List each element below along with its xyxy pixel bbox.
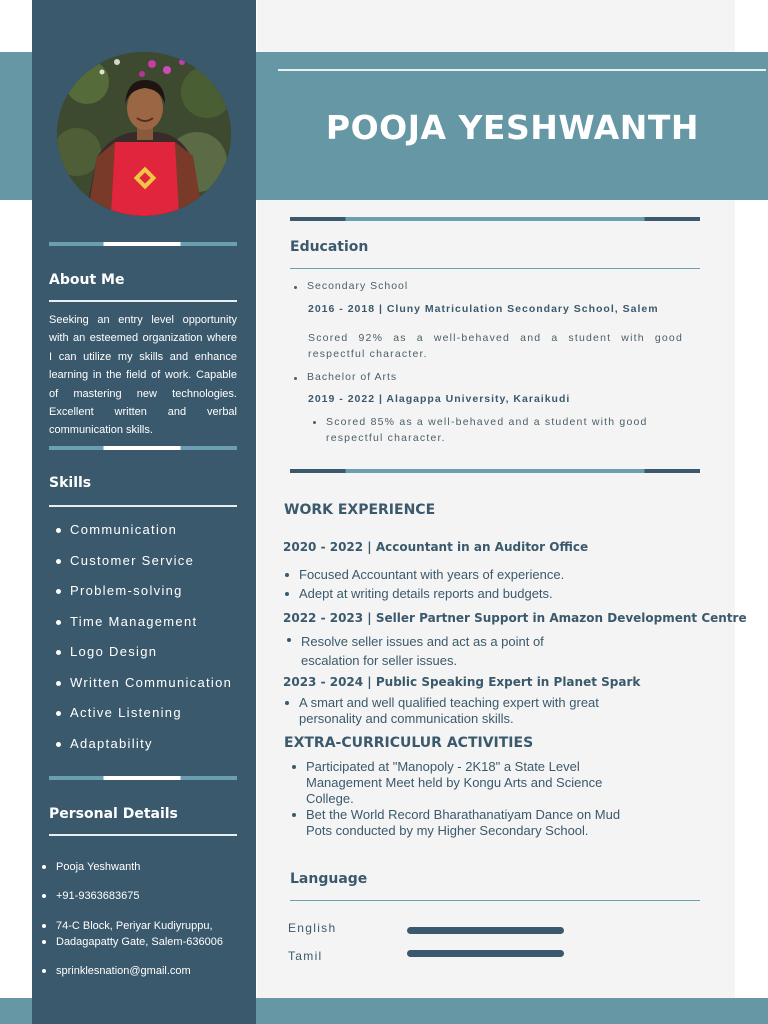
language-level-fill <box>407 950 564 957</box>
banner-rule <box>278 69 766 71</box>
section-bar <box>290 217 700 221</box>
skills-list <box>54 522 232 766</box>
education-heading: Education <box>290 239 369 255</box>
section-divider <box>49 776 237 780</box>
skills-heading: Skills <box>49 475 92 491</box>
about-heading: About Me <box>49 272 125 288</box>
list-item: Focused Accountant with years of experience. <box>283 567 613 583</box>
personal-address: 74-C Block, Periyar Kudiyruppu, Dadagapatty Gate, Salem-636006 <box>40 918 223 950</box>
list-item: Adept at writing details reports and budgets. <box>283 586 613 602</box>
list-item: Participated at "Manopoly - 2K18" a State Level Management Meet held by Kongu Arts and Science College. <box>290 759 630 807</box>
extra-list <box>290 759 630 839</box>
skill-item: Customer Service <box>54 553 232 584</box>
list-item: A smart and well qualified teaching expert with great personality and communication skills. <box>283 695 613 727</box>
portrait-illustration <box>57 52 231 216</box>
education-detail: 2016 - 2018 | Cluny Matriculation Secondary School, Salem <box>308 303 659 315</box>
job-title: 2020 - 2022 | Accountant in an Auditor Office <box>283 540 589 554</box>
section-bar <box>290 469 700 473</box>
language-name: Tamil <box>288 949 323 963</box>
job-title: 2022 - 2023 | Seller Partner Support in Amazon Development Centre <box>283 611 747 625</box>
heading-underline <box>49 834 237 836</box>
heading-underline <box>49 505 237 507</box>
personal-heading: Personal Details <box>49 806 178 822</box>
heading-rule <box>290 900 700 901</box>
job-title: 2023 - 2024 | Public Speaking Expert in Planet Spark <box>283 675 641 689</box>
personal-phone: +91-9363683675 <box>40 888 140 904</box>
heading-rule <box>290 268 700 269</box>
section-divider <box>49 446 237 450</box>
education-level: Secondary School <box>294 280 408 292</box>
work-heading: WORK EXPERIENCE <box>284 502 436 518</box>
job-bullets <box>285 632 585 670</box>
skill-item: Logo Design <box>54 644 232 675</box>
skill-item: Active Listening <box>54 705 232 736</box>
education-note: Scored 85% as a well-behaved and a student with good respectful character. <box>313 415 685 446</box>
education-detail: 2019 - 2022 | Alagappa University, Karaikudi <box>308 393 571 405</box>
language-level-bar <box>407 950 564 957</box>
job-bullets <box>283 695 613 727</box>
job-bullets <box>283 567 613 602</box>
extra-heading: EXTRA-CURRICULUR ACTIVITIES <box>284 735 534 751</box>
list-item: Bet the World Record Bharathanatiyam Dance on Mud Pots conducted by my Higher Secondary School. <box>290 807 630 839</box>
about-text: Seeking an entry level opportunity with an esteemed organization where I can utilize my skills and enhance learning in the field of work. Capable of mastering new technologies. Excellent written and verbal communication skills. <box>49 314 237 437</box>
education-note: Scored 92% as a well-behaved and a student with good respectful character. <box>308 332 683 360</box>
personal-name: Pooja Yeshwanth <box>40 859 140 875</box>
list-item: Resolve seller issues and act as a point of escalation for seller issues. <box>285 632 585 670</box>
skill-item: Time Management <box>54 614 232 645</box>
sidebar <box>32 0 256 1024</box>
section-divider <box>49 242 237 246</box>
skill-item: Adaptability <box>54 736 232 767</box>
education-level: Bachelor of Arts <box>294 371 397 383</box>
heading-underline <box>49 300 237 302</box>
resume-name: POOJA YESHWANTH <box>325 108 700 147</box>
language-level-bar <box>407 927 564 934</box>
skill-item: Written Communication <box>54 675 232 706</box>
skill-item: Problem-solving <box>54 583 232 614</box>
profile-photo <box>57 52 231 216</box>
personal-email: sprinklesnation@gmail.com <box>40 963 191 979</box>
language-heading: Language <box>290 871 368 887</box>
language-name: English <box>288 921 337 935</box>
skill-item: Communication <box>54 522 232 553</box>
language-level-fill <box>407 927 564 934</box>
